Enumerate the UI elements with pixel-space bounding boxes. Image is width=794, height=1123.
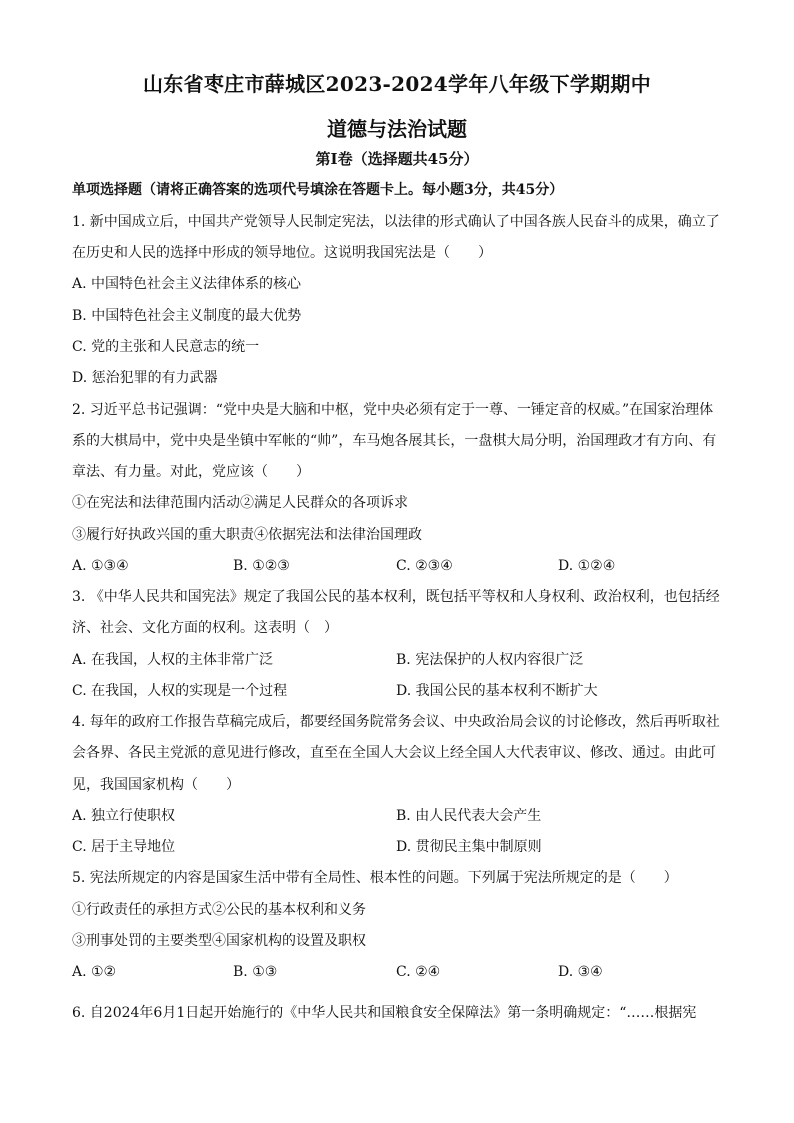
question-2-line: 系的大棋局中，党中央是坐镇中军帐的“帅”，车马炮各展其长，一盘棋大局分明，治国理政才有方向、有 (72, 433, 717, 449)
question-5-statement: ③刑事处罚的主要类型④国家机构的设置及职权 (72, 933, 366, 949)
question-3-line: 济、社会、文化方面的权利。这表明（ ） (72, 620, 338, 636)
question-6-line: 6. 自2024年6月1日起开始施行的《中华人民共和国粮食安全保障法》第一条明确规定：“……根据宪 (72, 1005, 697, 1021)
question-1-option-a: A. 中国特色社会主义法律体系的核心 (72, 276, 302, 292)
question-5-option-d: D. ③④ (558, 964, 603, 980)
question-2-option-d: D. ①②④ (558, 558, 616, 574)
question-1-line: 在历史和人民的选择中形成的领导地位。这说明我国宪法是（ ） (72, 245, 492, 261)
exam-subject: 道德与法治试题 (327, 117, 467, 141)
question-3-option-c: C. 在我国，人权的实现是一个过程 (72, 683, 288, 699)
question-1-option-c: C. 党的主张和人民意志的统一 (72, 339, 260, 355)
question-5-option-b: B. ①③ (233, 964, 278, 980)
question-4-line: 见，我国国家机构（ ） (72, 777, 240, 793)
question-4-line: 会各界、各民主党派的意见进行修改，直至在全国人大会议上经全国人大代表审议、修改、通过。由此可 (72, 745, 716, 761)
question-2-statement: ③履行好执政兴国的重大职责④依据宪法和法律治国理政 (72, 527, 422, 543)
question-3-option-d: D. 我国公民的基本权利不断扩大 (396, 683, 598, 699)
question-3-line: 3. 《中华人民共和国宪法》规定了我国公民的基本权利，既包括平等权和人身权利、政治权利，也包括经 (72, 589, 720, 605)
question-2-option-c: C. ②③④ (396, 558, 453, 574)
question-3-option-b: B. 宪法保护的人权内容很广泛 (396, 652, 584, 668)
question-1-option-b: B. 中国特色社会主义制度的最大优势 (72, 308, 302, 324)
question-5-line: 5. 宪法所规定的内容是国家生活中带有全局性、根本性的问题。下列属于宪法所规定的是（ ） (72, 870, 678, 886)
question-5-option-a: A. ①② (72, 964, 117, 980)
question-4-option-d: D. 贯彻民主集中制原则 (396, 839, 542, 855)
question-2-statement: ①在宪法和法律范围内活动②满足人民群众的各项诉求 (72, 495, 408, 511)
exam-title: 山东省枣庄市薛城区2023-2024学年八年级下学期期中 (142, 72, 652, 96)
question-5-option-c: C. ②④ (396, 964, 441, 980)
question-4-option-a: A. 独立行使职权 (72, 808, 176, 824)
question-2-option-a: A. ①③④ (72, 558, 129, 574)
question-2-line: 章法、有力量。对此，党应该（ ） (72, 464, 310, 480)
question-5-statement: ①行政责任的承担方式②公民的基本权利和义务 (72, 902, 366, 918)
question-2-option-b: B. ①②③ (233, 558, 290, 574)
question-1-option-d: D. 惩治犯罪的有力武器 (72, 370, 218, 386)
question-1-line: 1. 新中国成立后，中国共产党领导人民制定宪法，以法律的形式确认了中国各族人民奋斗的成果，确立了 (72, 214, 720, 230)
question-3-option-a: A. 在我国，人权的主体非常广泛 (72, 652, 274, 668)
volume-heading: 第Ⅰ卷（选择题共45分） (315, 150, 479, 168)
question-4-line: 4. 每年的政府工作报告草稿完成后，都要经国务院常务会议、中央政治局会议的讨论修改，然后再听取社 (72, 714, 720, 730)
question-4-option-b: B. 由人民代表大会产生 (396, 808, 542, 824)
section-instruction: 单项选择题（请将正确答案的选项代号填涂在答题卡上。每小题3分，共45分） (72, 182, 564, 198)
question-2-line: 2. 习近平总书记强调：“党中央是大脑和中枢，党中央必须有定于一尊、一锤定音的权威。”在国家治理体 (72, 402, 714, 418)
question-4-option-c: C. 居于主导地位 (72, 839, 176, 855)
